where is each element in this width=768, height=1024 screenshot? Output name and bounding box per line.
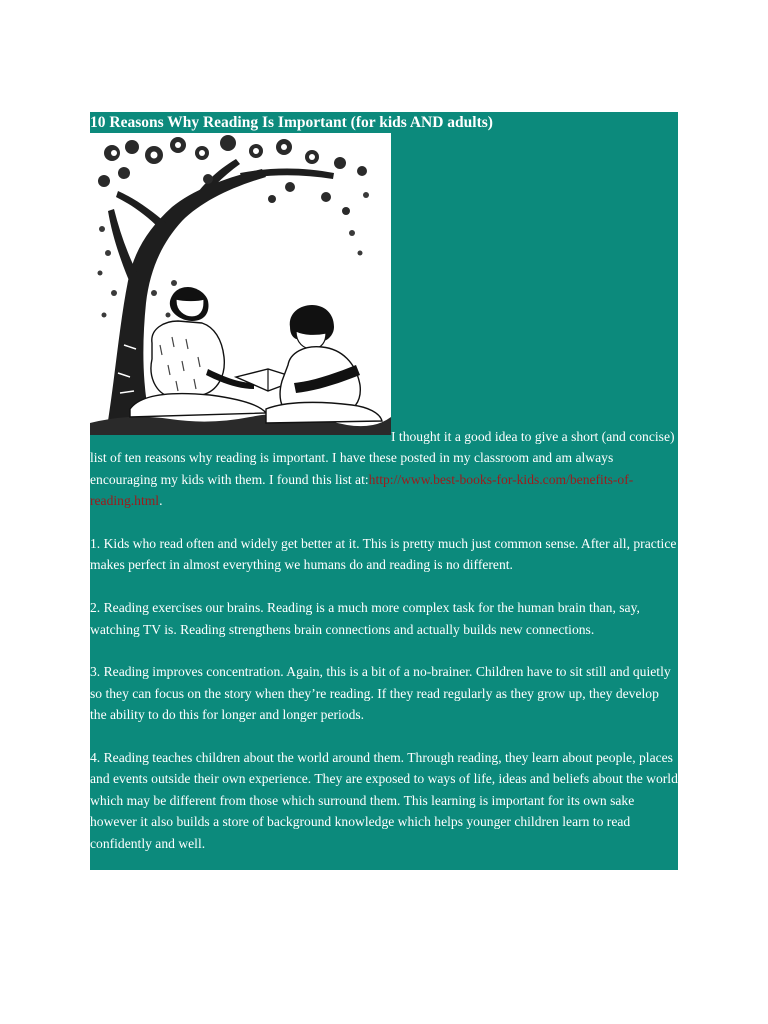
children-reading-under-tree-illustration [90, 133, 391, 435]
reason-3: 3. Reading improves concentration. Again, this is a bit of a no-brainer. Children have to sit still and quietly so they can focus on the story when they’re reading. If they read regularly as they grow up, they develop the ability to do this for longer and longer periods. [90, 664, 671, 723]
article-body [90, 426, 678, 854]
reason-4: 4. Reading teaches children about the world around them. Through reading, they learn about people, places and events outside their own experience. They are exposed to ways of life, ideas and beliefs about the world which may be different from those which surround them. This learning is important for its own sake however it also builds a store of background knowledge which helps younger children learn to read confidently and well. [90, 750, 678, 851]
children-reading-illustration [90, 133, 391, 435]
intro-text: I thought it a good idea to give a short (and concise) list of ten reasons why reading is important. I have these posted in my classroom and am always encouraging my kids with them. I found this list at: [90, 429, 675, 487]
article-title: 10 Reasons Why Reading Is Important (for kids AND adults) [90, 114, 493, 131]
intro-paragraph [90, 426, 678, 512]
intro-period: . [159, 493, 163, 509]
reason-1: 1. Kids who read often and widely get better at it. This is pretty much just common sense. After all, practice makes perfect in almost everything we humans do and reading is no different. [90, 536, 677, 573]
source-link[interactable]: http://www.best-books-for-kids.com/benefits-of-reading.html [90, 471, 634, 509]
reason-2: 2. Reading exercises our brains. Reading is a much more complex task for the human brain than, say, watching TV is. Reading strengthens brain connections and actually builds new connections. [90, 600, 640, 637]
